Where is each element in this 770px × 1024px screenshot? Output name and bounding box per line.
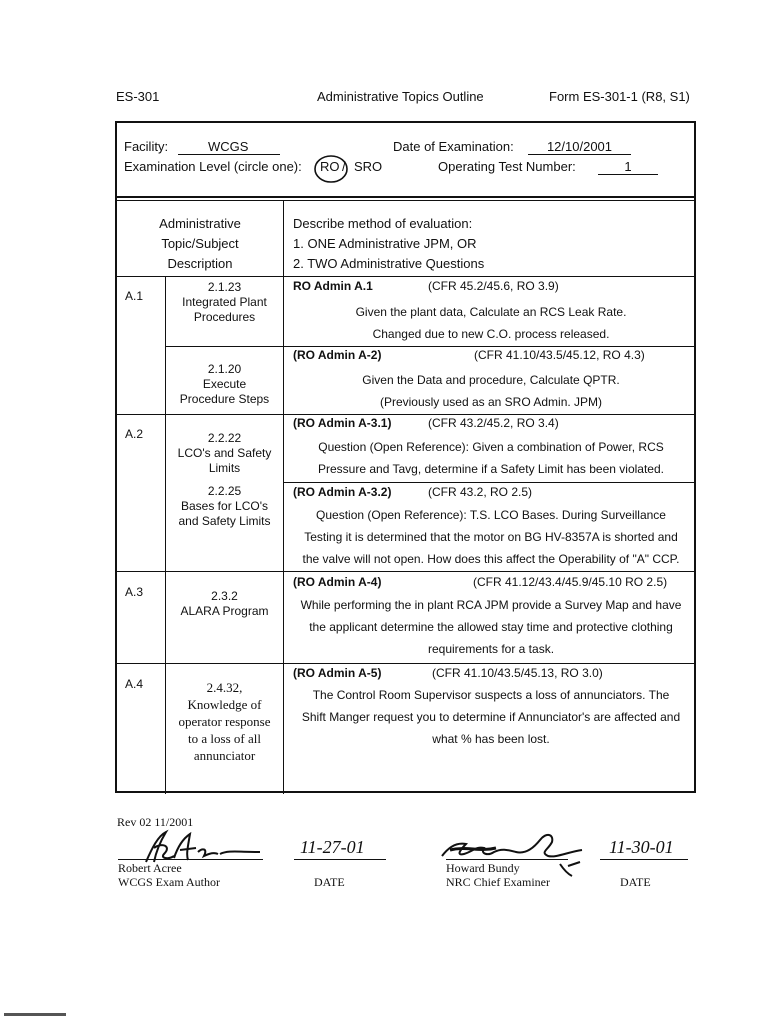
scan-artifact bbox=[4, 1013, 66, 1016]
author-date-label: DATE bbox=[314, 875, 345, 889]
topic-line: operator response bbox=[178, 714, 271, 729]
topic-line: Bases for LCO's bbox=[181, 499, 268, 513]
admin-label-a3-1: (RO Admin A-3.1) bbox=[293, 416, 392, 430]
topic-header-line1: Administrative bbox=[159, 216, 241, 231]
grid-vertical-category bbox=[165, 276, 166, 794]
grid-row-a4 bbox=[115, 663, 696, 664]
method-header-line3: 2. TWO Administrative Questions bbox=[293, 256, 485, 271]
exam-level-ro: RO bbox=[320, 159, 340, 174]
method-text-a5 bbox=[288, 684, 694, 750]
topic-line: and Safety Limits bbox=[178, 514, 271, 528]
grid-vertical-method bbox=[283, 200, 284, 794]
method-column-header bbox=[293, 214, 484, 274]
topic-code: 2.3.2 bbox=[211, 589, 238, 603]
revision-note: Rev 02 11/2001 bbox=[117, 815, 194, 829]
exam-level-label: Examination Level (circle one): bbox=[124, 159, 302, 174]
facility-value: WCGS bbox=[178, 139, 280, 155]
divider-facility-2 bbox=[115, 200, 696, 201]
topic-2-1-20 bbox=[167, 362, 282, 407]
topic-2-2-25 bbox=[167, 484, 282, 529]
topic-line: Knowledge of bbox=[187, 697, 262, 712]
method-line: Changed due to new C.O. process released. bbox=[372, 327, 610, 341]
method-line: Given the plant data, Calculate an RCS Leak Rate. bbox=[355, 305, 627, 319]
grid-row-a2b bbox=[284, 482, 696, 483]
topic-code: 2.2.25 bbox=[207, 484, 242, 498]
exam-date-value: 12/10/2001 bbox=[528, 139, 631, 155]
examiner-signature-line bbox=[446, 859, 568, 860]
examiner-date-handwritten: 11-30-01 bbox=[609, 837, 674, 857]
test-number-label: Operating Test Number: bbox=[438, 159, 576, 174]
author-date-line bbox=[294, 859, 386, 860]
cfr-a5: (CFR 41.10/43.5/45.13, RO 3.0) bbox=[432, 666, 603, 680]
page-title: Administrative Topics Outline bbox=[317, 89, 484, 104]
topic-line: Procedure Steps bbox=[179, 392, 270, 406]
method-line: Shift Manger request you to determine if Annunciator's are affected and bbox=[301, 710, 681, 724]
topic-line: Procedures bbox=[193, 310, 256, 324]
method-line: requirements for a task. bbox=[427, 642, 555, 656]
examiner-title: NRC Chief Examiner bbox=[446, 875, 550, 889]
examiner-date-line bbox=[600, 859, 688, 860]
author-signature-line bbox=[118, 859, 263, 860]
topic-2-3-2 bbox=[167, 589, 282, 619]
method-line: Given the Data and procedure, Calculate QPTR. bbox=[362, 373, 620, 387]
grid-row-top bbox=[115, 276, 696, 277]
circle-mark-ro bbox=[312, 153, 352, 185]
grid-row-a3 bbox=[115, 571, 696, 572]
method-line: (Previously used as an SRO Admin. JPM) bbox=[379, 395, 603, 409]
method-line: Testing it is determined that the motor on BG HV-8357A is shorted and bbox=[304, 530, 678, 544]
admin-label-a3-2: (RO Admin A-3.2) bbox=[293, 485, 392, 499]
method-line: Question (Open Reference): Given a combination of Power, RCS bbox=[318, 440, 664, 454]
topic-line: annunciator bbox=[193, 748, 256, 763]
category-a4: A.4 bbox=[125, 677, 144, 691]
exam-level-sro: SRO bbox=[354, 159, 383, 174]
method-line: the valve will not open. How does this affect the Operability of "A" CCP. bbox=[302, 552, 680, 566]
exam-level-separator: / bbox=[342, 159, 346, 174]
topic-line: ALARA Program bbox=[180, 604, 269, 618]
method-line: Pressure and Tavg, determine if a Safety Limit has been violated. bbox=[318, 462, 664, 476]
facility-label: Facility: bbox=[124, 139, 169, 154]
cfr-a3-1: (CFR 43.2/45.2, RO 3.4) bbox=[428, 416, 559, 430]
category-a3: A.3 bbox=[125, 585, 144, 599]
admin-label-a5: (RO Admin A-5) bbox=[293, 666, 382, 680]
method-text-a3-2 bbox=[288, 504, 694, 570]
test-number-value: 1 bbox=[598, 159, 658, 175]
examiner-name: Howard Bundy bbox=[446, 861, 520, 875]
author-name: Robert Acree bbox=[118, 861, 182, 875]
cfr-a1: (CFR 45.2/45.6, RO 3.9) bbox=[428, 279, 559, 293]
topic-line: LCO's and Safety bbox=[177, 446, 272, 460]
method-line: While performing the in plant RCA JPM provide a Survey Map and have bbox=[300, 598, 682, 612]
form-id: ES-301 bbox=[116, 89, 160, 104]
topic-code: 2.2.22 bbox=[207, 431, 242, 445]
grid-row-a1b bbox=[165, 346, 696, 347]
method-line: what % has been lost. bbox=[432, 732, 550, 746]
topic-line: Limits bbox=[208, 461, 241, 475]
method-text-a1 bbox=[288, 301, 694, 345]
topic-code: 2.1.23 bbox=[207, 280, 242, 294]
grid-row-a2 bbox=[115, 414, 696, 415]
admin-label-a2: (RO Admin A-2) bbox=[293, 348, 382, 362]
method-header-line2: 1. ONE Administrative JPM, OR bbox=[293, 236, 477, 251]
topic-2-2-22 bbox=[167, 431, 282, 476]
admin-label-a1: RO Admin A.1 bbox=[293, 279, 373, 293]
method-line: The Control Room Supervisor suspects a loss of annunciators. The bbox=[312, 688, 670, 702]
topic-line: Integrated Plant bbox=[182, 295, 267, 309]
topic-code: 2.1.20 bbox=[207, 362, 242, 376]
method-text-a2 bbox=[288, 369, 694, 413]
category-a2: A.2 bbox=[125, 427, 144, 441]
cfr-a4: (CFR 41.12/43.4/45.9/45.10 RO 2.5) bbox=[473, 575, 668, 589]
topic-header-line3: Description bbox=[167, 256, 233, 271]
method-text-a4 bbox=[288, 594, 694, 660]
method-line: the applicant determine the allowed stay time and protective clothing bbox=[309, 620, 673, 634]
method-text-a3-1 bbox=[288, 436, 694, 480]
method-header-line1: Describe method of evaluation: bbox=[293, 216, 473, 231]
topic-line: Execute bbox=[202, 377, 247, 391]
method-line: Question (Open Reference): T.S. LCO Bases. During Surveillance bbox=[316, 508, 666, 522]
topic-code: 2.4.32, bbox=[206, 680, 243, 695]
form-number: Form ES-301-1 (R8, S1) bbox=[549, 89, 690, 104]
category-a1: A.1 bbox=[125, 289, 144, 303]
exam-date-label: Date of Examination: bbox=[393, 139, 514, 154]
cfr-a3-2: (CFR 43.2, RO 2.5) bbox=[428, 485, 533, 499]
topic-header-line2: Topic/Subject bbox=[161, 236, 239, 251]
author-title: WCGS Exam Author bbox=[118, 875, 220, 889]
topic-line: to a loss of all bbox=[188, 731, 261, 746]
author-date-handwritten: 11-27-01 bbox=[300, 837, 365, 857]
divider-facility bbox=[115, 196, 696, 198]
cfr-a2: (CFR 41.10/43.5/45.12, RO 4.3) bbox=[474, 348, 645, 362]
examiner-date-label: DATE bbox=[620, 875, 651, 889]
topic-column-header bbox=[117, 214, 283, 274]
admin-label-a4: (RO Admin A-4) bbox=[293, 575, 382, 589]
topic-2-4-32 bbox=[167, 679, 282, 764]
topic-2-1-23 bbox=[167, 280, 282, 325]
